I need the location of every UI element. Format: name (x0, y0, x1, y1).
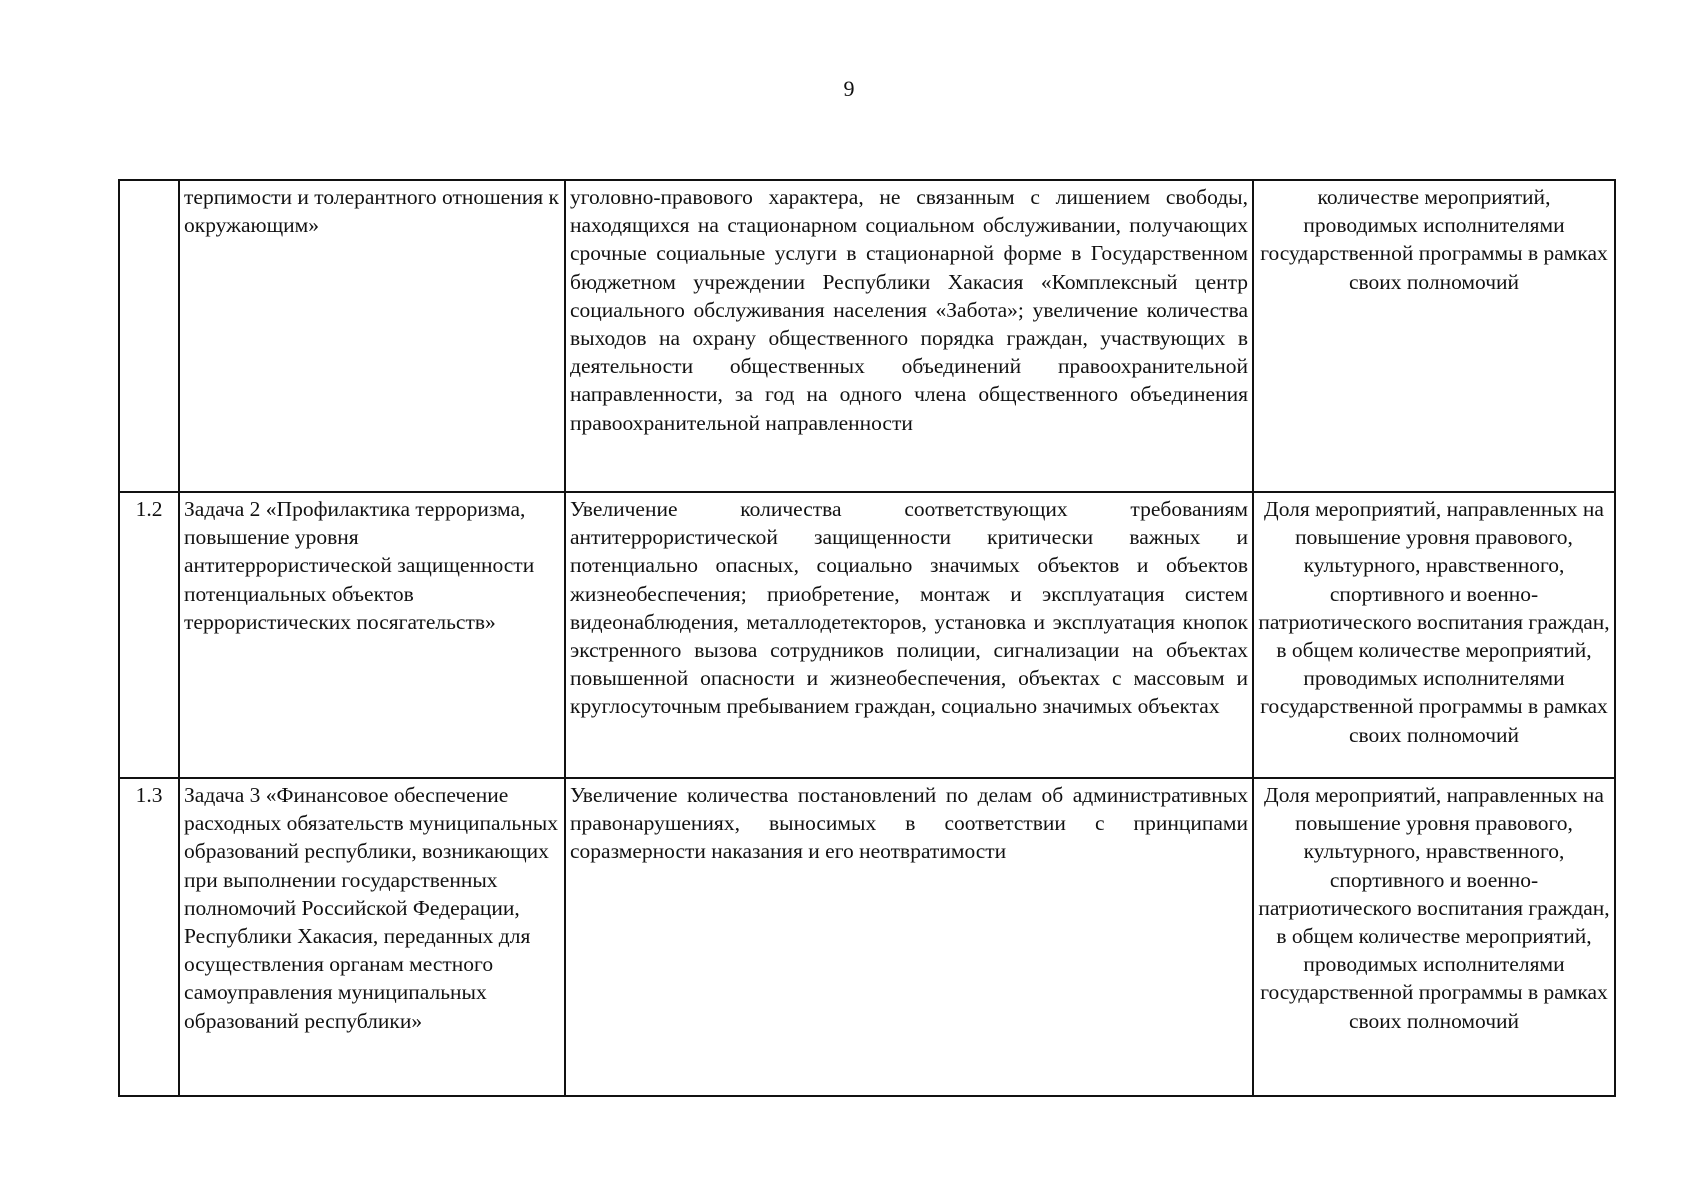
program-table (118, 179, 1616, 1097)
indicator-cell: Доля мероприятий, направленных на повышение уровня правового, культурного, нравственного, спортивного и военно-патриотического воспитания граждан, в общем количестве мероприятий, проводимых исполнителями государственной программы в рамках своих полномочий (1253, 778, 1615, 1096)
table-row (119, 492, 1615, 778)
table-row (119, 778, 1615, 1096)
result-cell: Увеличение количества соответствующих требованиям антитеррористической защищенности критически важных и потенциально опасных, социально значимых объектов и объектов жизнеобеспечения; приобретение, монтаж и эксплуатация систем видеонаблюдения, металлодетекторов, установка и эксплуатация кнопок экстренного вызова сотрудников полиции, сигнализации на объектах повышенной опасности и жизнеобеспечения, объектах с массовым и круглосуточным пребыванием граждан, социально значимых объектах (565, 492, 1253, 778)
page-number: 9 (843, 76, 855, 101)
row-number-cell (119, 180, 179, 492)
task-cell: Задача 3 «Финансовое обеспечение расходных обязательств муниципальных образований республики, возникающих при выполнении государственных полномочий Российской Федерации, Республики Хакасия, переданных для осуществления органам местного самоуправления муниципальных образований республики» (179, 778, 565, 1096)
result-cell: уголовно-правового характера, не связанным с лишением свободы, находящихся на стационарном социальном обслуживании, получающих срочные социальные услуги в стационарной форме в Государственном бюджетном учреждении Республики Хакасия «Комплексный центр социального обслуживания населения «Забота»; увеличение количества выходов на охрану общественного порядка граждан, участвующих в деятельности общественных объединений правоохранительной направленности, за год на одного члена общественного объединения правоохранительной направленности (565, 180, 1253, 492)
indicator-cell: количестве мероприятий, проводимых исполнителями государственной программы в рамках своих полномочий (1253, 180, 1615, 492)
indicator-cell: Доля мероприятий, направленных на повышение уровня правового, культурного, нравственного, спортивного и военно-патриотического воспитания граждан, в общем количестве мероприятий, проводимых исполнителями государственной программы в рамках своих полномочий (1253, 492, 1615, 778)
table-row (119, 180, 1615, 492)
task-cell: терпимости и толерантного отношения к окружающим» (179, 180, 565, 492)
row-number-cell: 1.3 (119, 778, 179, 1096)
result-cell: Увеличение количества постановлений по делам об административных правонарушениях, выносимых в соответствии с принципами соразмерности наказания и его неотвратимости (565, 778, 1253, 1096)
row-number-cell: 1.2 (119, 492, 179, 778)
task-cell: Задача 2 «Профилактика терроризма, повышение уровня антитеррористической защищенности потенциальных объектов террористических посягательств» (179, 492, 565, 778)
